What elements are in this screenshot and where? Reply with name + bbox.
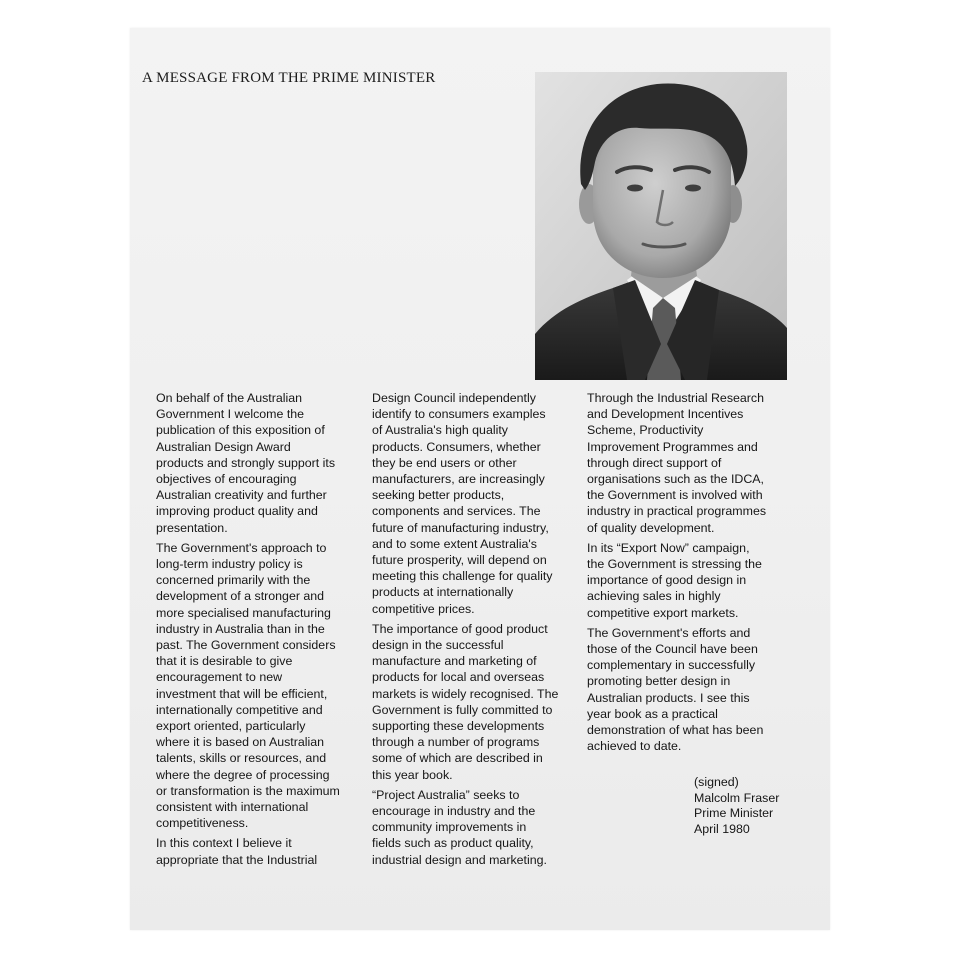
paragraph: The Government's efforts and those of the Council have been complementary in successfully promoting better design in Australian products. I see this year book as a practical demonstration of what has been achieved to date. xyxy=(587,625,764,754)
paragraph: The importance of good product design in the successful manufacture and marketing of products for local and overseas markets is widely recognised. The Government is fully committed to supporting these developments through a number of programs some of which are described in this year book. xyxy=(372,621,559,782)
signature-title: Prime Minister xyxy=(694,806,774,821)
paragraph: The Government's approach to long-term industry policy is concerned primarily with the development of a stronger and more specialised manufacturing industry in Australia than in the past. The Government considers that it is desirable to give encouragement to new investment that will be efficient, internationally competitive and export oriented, particularly where it is based on Australian talents, skills or resources, and where the degree of processing or transformation is the maximum consistent with international competitiveness. xyxy=(156,540,340,831)
paragraph: In this context I believe it appropriate that the Industrial xyxy=(156,836,318,867)
paragraph: “Project Australia” seeks to encourage in industry and the community improvements in fields such as product quality, industrial design and marketing. xyxy=(372,787,547,867)
paragraph: In its “Export Now” campaign, the Government is stressing the importance of good design in achieving sales in highly competitive export markets. xyxy=(587,540,762,620)
text-column-1 xyxy=(156,390,376,872)
text-column-3 xyxy=(587,390,792,758)
paragraph: Through the Industrial Research and Development Incentives Scheme, Productivity Improvement Programmes and through direct support of organisations such as the IDCA, the Government is involved with industry in practical programmes of quality development. xyxy=(587,391,767,535)
signature-name: Malcolm Fraser xyxy=(694,790,780,805)
signature-block xyxy=(694,775,779,837)
page-title: A MESSAGE FROM THE PRIME MINISTER xyxy=(142,70,436,86)
document-page xyxy=(130,28,830,930)
signature-date: April 1980 xyxy=(694,821,750,836)
paragraph: On behalf of the Australian Government I welcome the publication of this exposition of Australian Design Award products and strongly support its objectives of encouraging Australian creativity and further improving product quality and presentation. xyxy=(156,391,336,535)
portrait-photo xyxy=(535,72,787,380)
signature-signed: (signed) xyxy=(694,775,739,789)
paragraph: Design Council independently identify to consumers examples of Australia's high quality products. Consumers, whether they be end users or other manufacturers, are increasingly seeking better products, components and services. The future of manufacturing industry, and to some extent Australia's future prosperity, will depend on meeting this challenge for quality products at internationally competitive prices. xyxy=(372,391,553,616)
text-column-2 xyxy=(372,390,594,872)
portrait-illustration xyxy=(535,72,787,380)
